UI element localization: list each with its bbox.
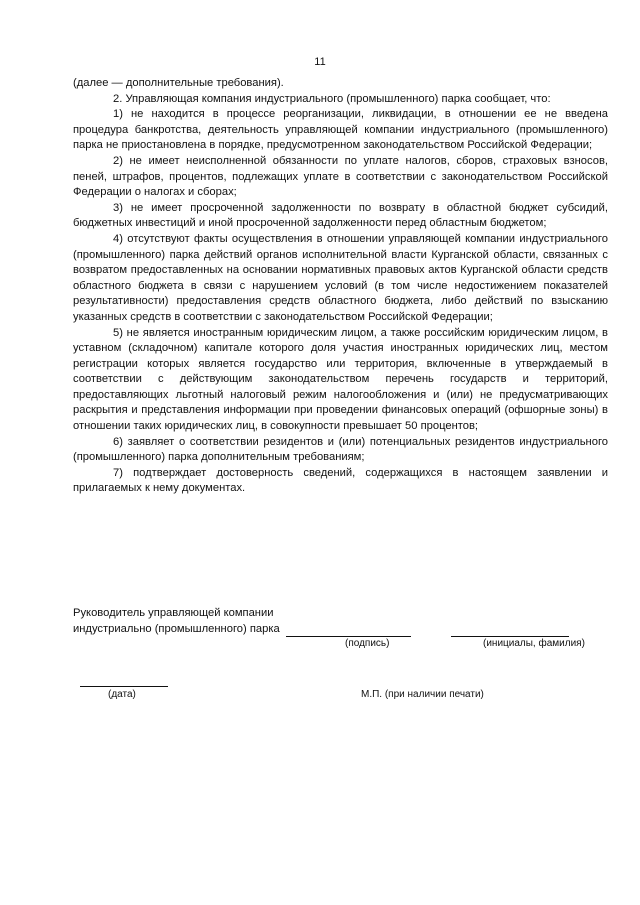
signatory-title-line2: индустриально (промышленного) парка <box>73 623 280 635</box>
date-line <box>80 686 168 687</box>
body-text <box>73 76 608 497</box>
name-line <box>451 624 569 637</box>
name-caption: (инициалы, фамилия) <box>483 638 585 649</box>
paragraph-item-2: 2) не имеет неисполненной обязанности по уплате налогов, сборов, страховых взносов, пеней, штрафов, процентов, подлежащих уплате в соответствии с законодательством Российской Федерации о налогах и сборах; <box>73 154 608 199</box>
signature-block <box>73 605 608 637</box>
paragraph-item-6: 6) заявляет о соответствии резидентов и (или) потенциальных резидентов индустриального (промышленного) парка дополнительным требованиям; <box>73 435 608 464</box>
paragraph-continuation: (далее — дополнительные требования). <box>73 77 284 89</box>
date-caption: (дата) <box>108 689 136 700</box>
stamp-caption: М.П. (при наличии печати) <box>361 689 484 700</box>
paragraph-item-4: 4) отсутствуют факты осуществления в отношении управляющей компании индустриального (промышленного) парка действий органов исполнительной власти Курганской области, связанных с возвратом предоставленных на основании нормативных правовых актов Курганской области средств областного бюджета в связи с нарушением условий (в том числе недостижением показателей результативности) предоставления средств областного бюджета, либо действий по взысканию указанных средств в соответствии с законодательством Российской Федерации; <box>73 232 608 323</box>
signatory-title-row <box>73 621 608 637</box>
signature-line <box>286 624 411 637</box>
paragraph-item-5: 5) не является иностранным юридическим лицом, а также российским юридическим лицом, в уставном (складочном) капитале которого доля участия иностранных юридических лиц, местом регистрации которых является государство или территория, включенные в утверждаемый в соответствии с действующим законодательством перечень государств и территорий, предоставляющих льготный налоговый режим налогообложения и (или) не предусматривающих раскрытия и представления информации при проведении финансовых операций (офшорные зоны) в отношении таких юридических лиц, в совокупности превышает 50 процентов; <box>73 326 608 433</box>
paragraph-item-3: 3) не имеет просроченной задолженности по возврату в областной бюджет субсидий, бюджетных инвестиций и иной просроченной задолженности перед областным бюджетом; <box>73 201 608 230</box>
paragraph-clause-2: 2. Управляющая компания индустриального (промышленного) парка сообщает, что: <box>113 92 551 105</box>
paragraph-item-7: 7) подтверждает достоверность сведений, содержащихся в настоящем заявлении и прилагаемых к нему документах. <box>73 466 608 495</box>
signature-caption: (подпись) <box>345 638 390 649</box>
signatory-title-line1: Руководитель управляющей компании <box>73 607 274 619</box>
paragraph-item-1: 1) не находится в процессе реорганизации, ликвидации, в отношении ее не введена процедура банкротства, деятельность управляющей компании индустриального (промышленного) парка не приостановлена в порядке, предусмотренном законодательством Российской Федерации; <box>73 108 608 152</box>
page-number: 11 <box>314 56 326 68</box>
